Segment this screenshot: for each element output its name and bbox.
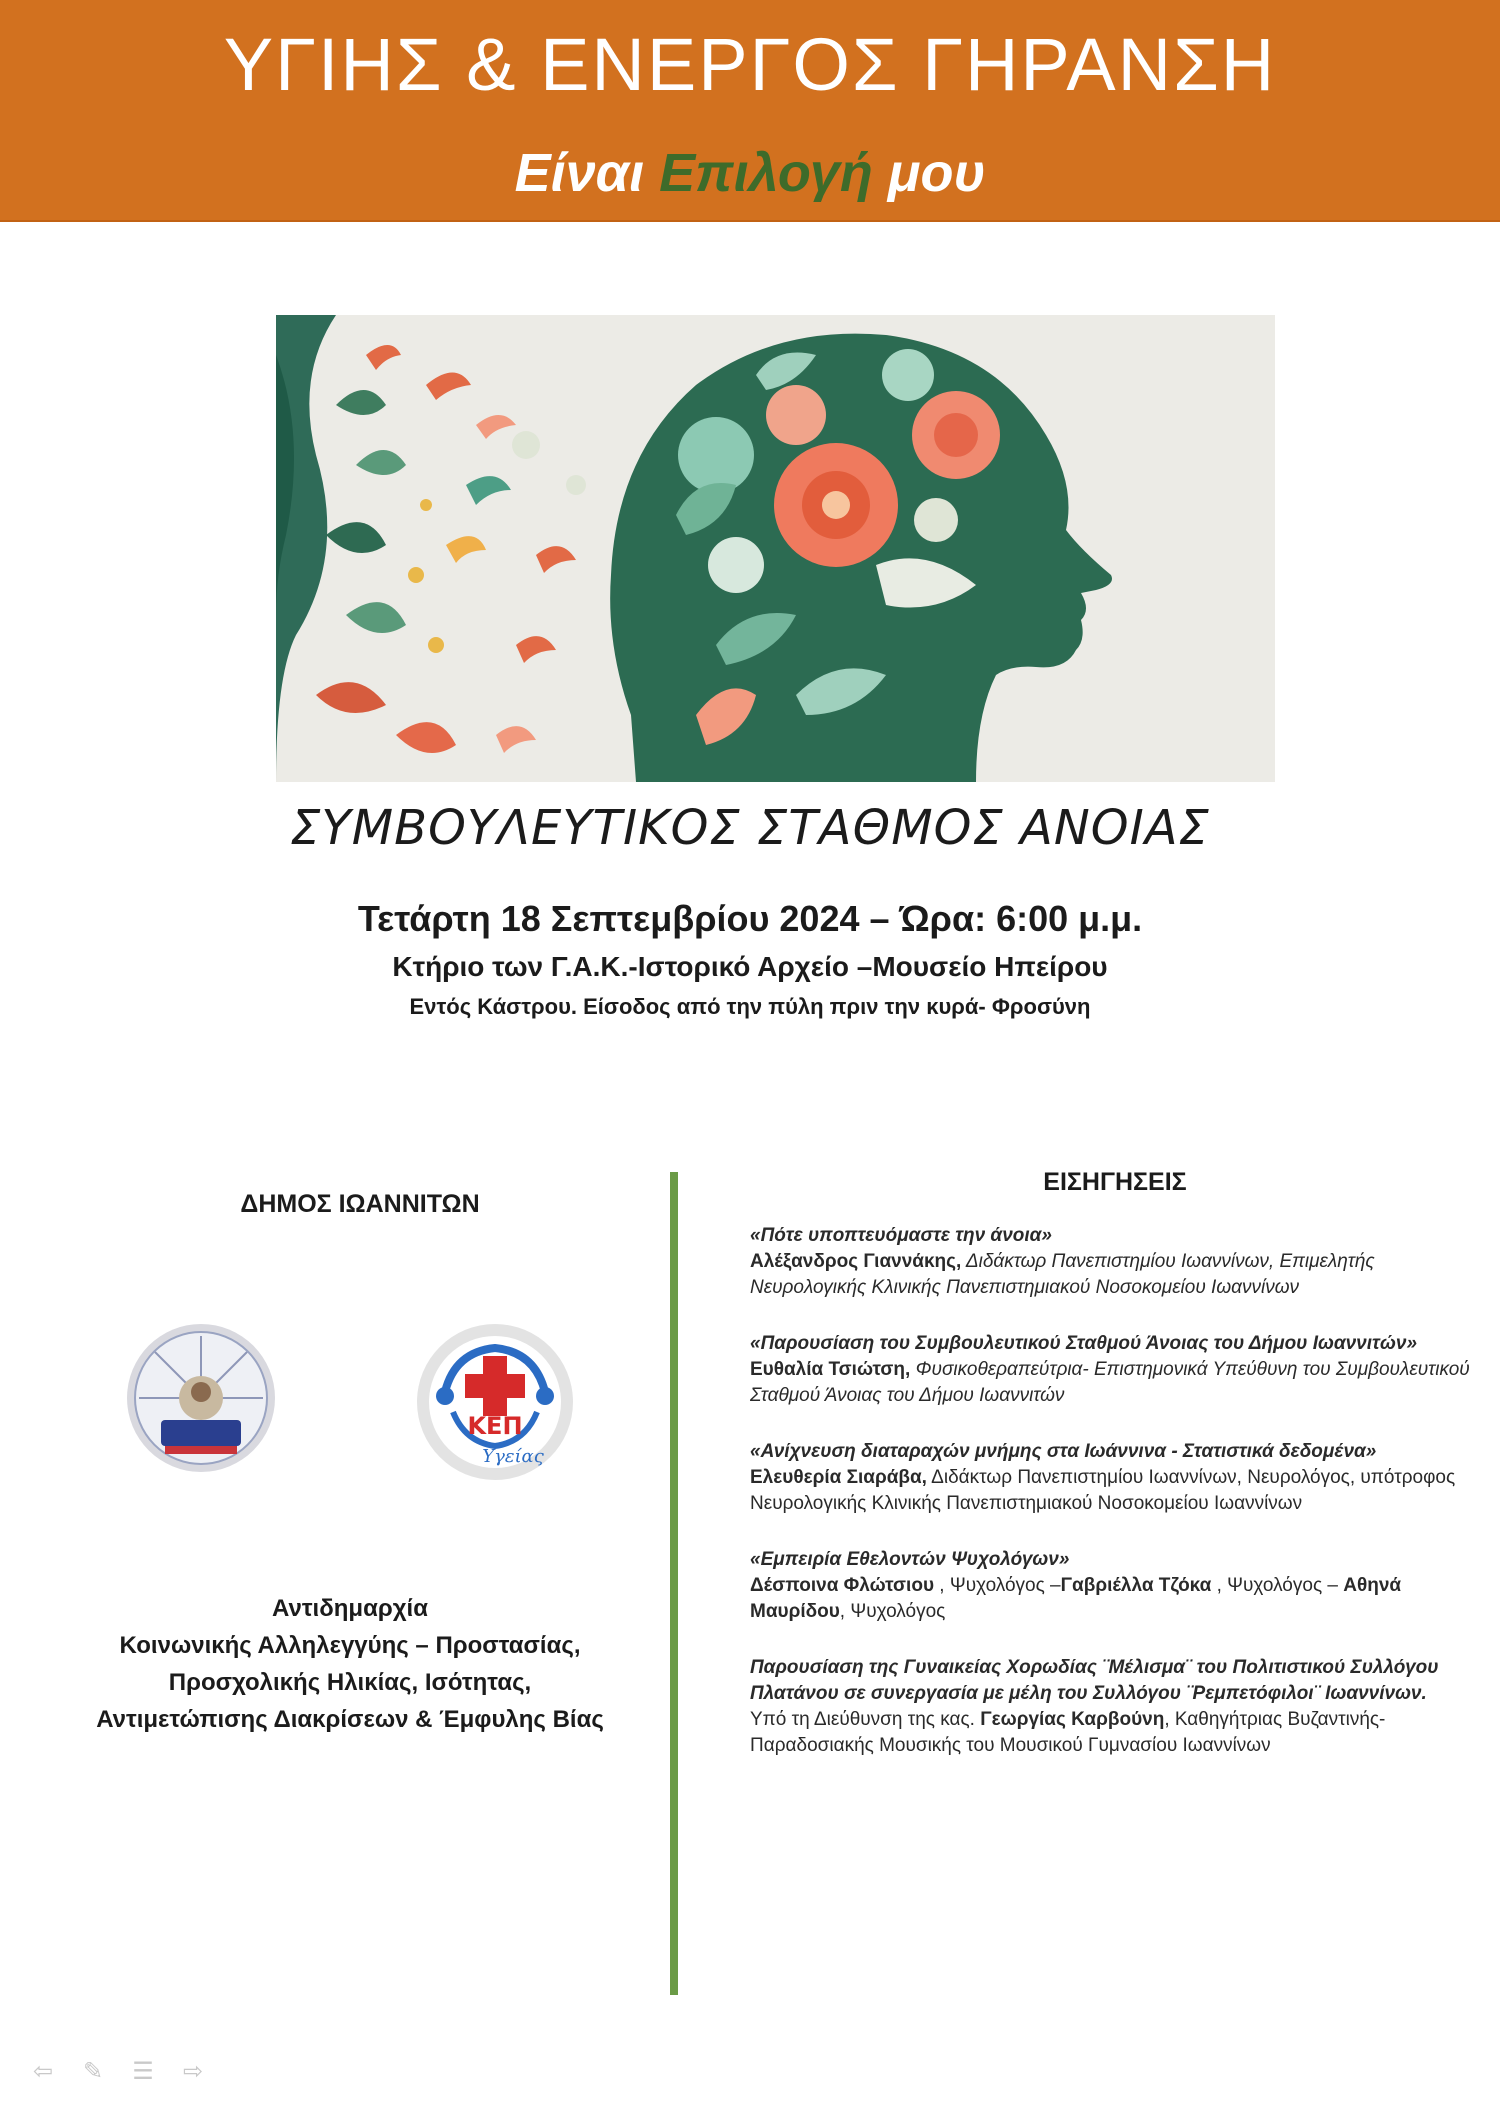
speaker-name: Αλέξανδρος Γιαννάκης, <box>750 1251 962 1272</box>
talk-speaker <box>750 1357 1480 1409</box>
deputy-mayoralty <box>40 1590 660 1738</box>
hero-illustration <box>276 315 1275 782</box>
talk-item <box>750 1655 1480 1759</box>
event-venue: Κτήριο των Γ.Α.Κ.-Ιστορικό Αρχείο –Μουσείο Ηπείρου <box>392 951 1108 982</box>
slide-toolbar <box>28 2060 208 2084</box>
column-divider <box>670 1172 678 1995</box>
deputy-line: Αντιμετώπισης Διακρίσεων & Έμφυλης Βίας <box>96 1706 604 1733</box>
talk-title: «Παρουσίαση του Συμβουλευτικού Σταθμού Άνοιας του Δήμου Ιωαννιτών» <box>750 1333 1418 1354</box>
kep-health-logo <box>415 1322 575 1482</box>
municipality-logo <box>125 1322 277 1474</box>
subtitle-part-2: Επιλογή <box>659 143 873 203</box>
speaker-prefix: Υπό τη Διεύθυνση της κας. <box>750 1709 975 1730</box>
speaker-role: , Ψυχολόγος – <box>1211 1575 1338 1596</box>
talk-speaker <box>750 1249 1480 1301</box>
event-entry-note: Εντός Κάστρου. Είσοδος από την πύλη πριν την κυρά- Φροσύνη <box>409 994 1091 1019</box>
talk-speaker <box>750 1465 1480 1517</box>
subtitle-part-3: μου <box>887 143 986 203</box>
municipality-seal-icon <box>125 1322 277 1474</box>
subtitle-part-1: Είναι <box>514 143 645 203</box>
speaker-role: Διδάκτωρ Πανεπιστημίου Ιωαννίνων, Επιμελητής Νευρολογικής Κλινικής Πανεπιστημιακού Νοσοκομείου Ιωαννίνων <box>750 1251 1375 1298</box>
speaker-role: , Καθηγήτριας Βυζαντινής- Παραδοσιακής Μουσικής του Μουσικού Γυμνασίου Ιωαννίνων <box>750 1709 1386 1756</box>
banner-subtitle <box>0 142 1500 204</box>
speaker-role: Φυσικοθεραπεύτρια- Επιστημονικά Υπεύθυνη του Συμβουλευτικού Σταθμού Άνοιας του Δήμου Ιωαννιτών <box>750 1359 1470 1406</box>
talk-title: Παρουσίαση της Γυναικείας Χορωδίας ¨Μέλισμα¨ του Πολιτιστικού Συλλόγου Πλατάνου σε συνεργασία με μέλη του Συλλόγου ¨Ρεμπετόφιλοι¨ Ιωαννίνων. <box>750 1657 1439 1704</box>
speaker-name: Ευθαλία Τσιώτση, <box>750 1359 911 1380</box>
speaker-name: Δέσποινα Φλώτσιου <box>750 1575 934 1596</box>
talk-speaker <box>750 1707 1480 1759</box>
talk-title: «Εμπειρία Εθελοντών Ψυχολόγων» <box>750 1549 1070 1570</box>
speaker-name: Αθηνά Μαυρίδου <box>750 1575 1402 1622</box>
talk-item <box>750 1547 1480 1625</box>
event-date: Τετάρτη 18 Σεπτεμβρίου 2024 – Ώρα: 6:00 μ.μ. <box>357 898 1143 939</box>
talk-item <box>750 1439 1480 1517</box>
kep-logo-sublabel: Υγείας <box>482 1446 544 1467</box>
deputy-line: Κοινωνικής Αλληλεγγύης – Προστασίας, <box>119 1632 581 1659</box>
speaker-name: Γαβριέλλα Τζόκα <box>1060 1575 1212 1596</box>
head-flowers-illustration <box>276 315 1275 782</box>
kep-logo-label: ΚΕΠ <box>467 1412 523 1440</box>
speaker-role: , Ψυχολόγος <box>839 1601 946 1622</box>
talk-title: «Πότε υποπτευόμαστε την άνοια» <box>750 1225 1052 1246</box>
event-title: ΣΥΜΒΟΥΛΕΥΤΙΚΟΣ ΣΤΑΘΜΟΣ ΑΝΟΙΑΣ <box>290 800 1210 856</box>
municipality-name: ΔΗΜΟΣ ΙΩΑΝΝΙΤΩΝ <box>240 1190 480 1218</box>
menu-icon[interactable]: ☰ <box>132 2058 154 2085</box>
talks-heading: ΕΙΣΗΓΗΣΕΙΣ <box>1043 1168 1187 1196</box>
arrow-left-icon[interactable]: ⇦ <box>32 2058 54 2085</box>
deputy-line: Αντιδημαρχία <box>272 1595 428 1622</box>
pen-icon[interactable]: ✎ <box>82 2058 104 2085</box>
deputy-line: Προσχολικής Ηλικίας, Ισότητας, <box>168 1669 532 1696</box>
header-banner <box>0 0 1500 222</box>
speaker-role: , Ψυχολόγος – <box>934 1575 1061 1596</box>
speaker-name: Ελευθερία Σιαράβα, <box>750 1467 927 1488</box>
speaker-role: Διδάκτωρ Πανεπιστημίου Ιωαννίνων, Νευρολόγος, υπότροφος Νευρολογικής Κλινικής Πανεπιστημιακού Νοσοκομείου Ιωαννίνων <box>750 1467 1456 1514</box>
talk-item <box>750 1223 1480 1301</box>
speaker-name: Γεωργίας Καρβούνη <box>974 1709 1165 1730</box>
talk-speaker <box>750 1573 1480 1625</box>
arrow-right-icon[interactable]: ⇨ <box>182 2058 204 2085</box>
talk-title: «Ανίχνευση διαταραχών μνήμης στα Ιωάννινα - Στατιστικά δεδομένα» <box>750 1441 1377 1462</box>
kep-health-icon <box>415 1322 575 1482</box>
talks-section <box>750 1168 1480 1789</box>
talk-item <box>750 1331 1480 1409</box>
banner-title: ΥΓΙΗΣ & ΕΝΕΡΓΟΣ ΓΗΡΑΝΣΗ <box>223 23 1277 106</box>
